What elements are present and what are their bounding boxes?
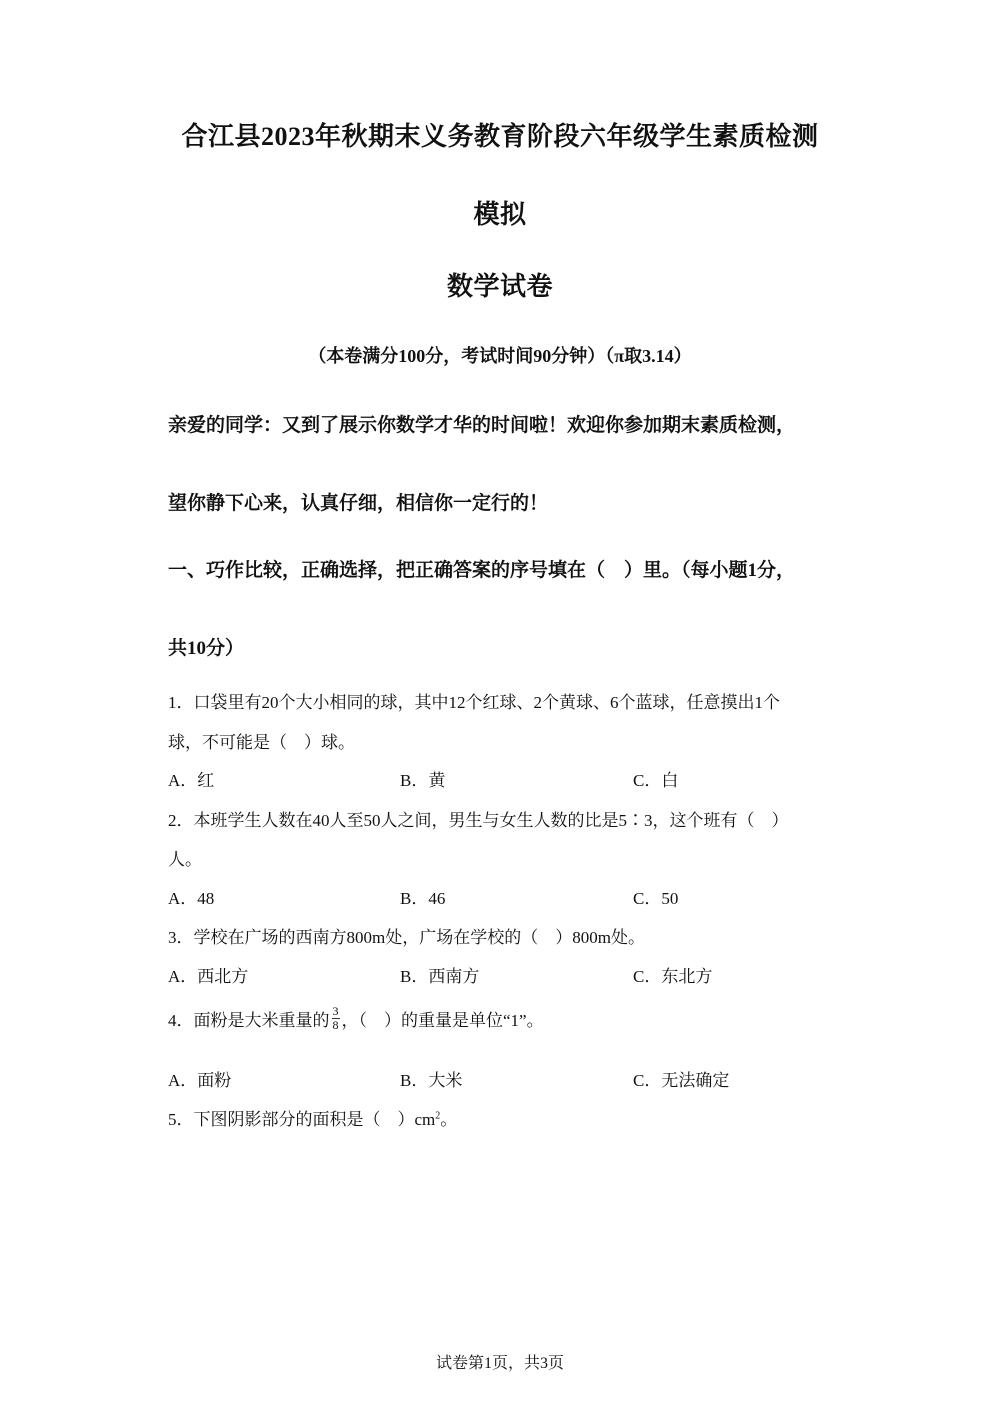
fraction-numerator: 3	[332, 1003, 339, 1018]
question-4-prefix: 4．面粉是大米重量的	[168, 1011, 330, 1030]
question-1-option-b: B．黄	[400, 771, 446, 790]
question-2-option-b: B．46	[400, 889, 446, 908]
question-1-option-a: A．红	[168, 771, 215, 790]
greeting-line1: 亲爱的同学：又到了展示你数学才华的时间啦！欢迎你参加期末素质检测，	[168, 415, 796, 436]
fraction-denominator: 8	[332, 1017, 339, 1032]
question-5-line1	[168, 1105, 457, 1130]
exam-title-line3: 数学试卷	[446, 272, 553, 301]
question-5-suffix: 。	[440, 1110, 458, 1129]
question-2-option-a: A．48	[168, 889, 215, 908]
question-3-option-b: B．西南方	[400, 967, 480, 986]
exam-info: （本卷满分100分，考试时间90分钟）（π取3.14）	[308, 346, 692, 366]
question-2-line1: 2．本班学生人数在40人至50人之间，男生与女生人数的比是5∶3，这个班有（ ）	[168, 811, 789, 830]
section1-heading-line2: 共10分）	[168, 638, 245, 659]
page-footer: 试卷第1页，共3页	[435, 1355, 564, 1372]
question-1-option-c: C．白	[633, 771, 679, 790]
fraction	[332, 1005, 340, 1032]
question-3-option-a: A．西北方	[168, 967, 249, 986]
question-4-option-a: A．面粉	[168, 1071, 232, 1090]
question-1-line1: 1．口袋里有20个大小相同的球，其中12个红球、2个黄球、6个蓝球，任意摸出1个	[168, 693, 780, 712]
exam-title-line2: 模拟	[473, 200, 527, 229]
question-3-option-c: C．东北方	[633, 967, 713, 986]
question-2-option-c: C．50	[633, 889, 679, 908]
question-3-line1: 3．学校在广场的西南方800m处，广场在学校的（ ）800m处。	[168, 928, 645, 947]
greeting-line2: 望你静下心来，认真仔细，相信你一定行的！	[168, 493, 549, 514]
question-4-option-b: B．大米	[400, 1071, 463, 1090]
question-4-option-c: C．无法确定	[633, 1071, 730, 1090]
question-4-suffix: ，（ ）的重量是单位“1”。	[341, 1011, 544, 1030]
question-2-line2: 人。	[168, 850, 202, 869]
superscript: 2	[435, 1110, 441, 1122]
section1-heading-line1: 一、巧作比较，正确选择，把正确答案的序号填在（ ）里。（每小题1分，	[168, 560, 796, 581]
exam-title-line1: 合江县2023年秋期末义务教育阶段六年级学生素质检测	[181, 122, 819, 151]
question-5-prefix: 5．下图阴影部分的面积是（ ）cm	[168, 1110, 436, 1129]
question-4-line1	[168, 1003, 544, 1036]
question-1-line2: 球，不可能是（ ）球。	[168, 733, 355, 752]
